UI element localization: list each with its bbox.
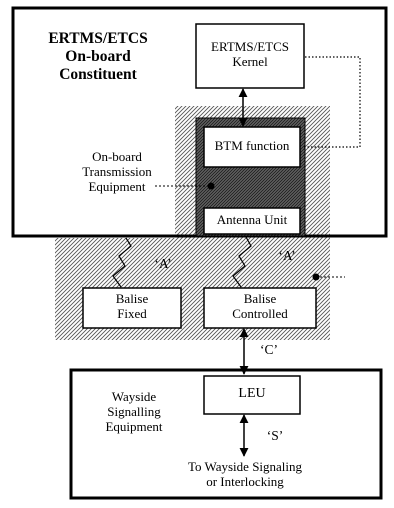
balise-fixed-line2: Fixed — [117, 305, 147, 321]
balise-fixed-label — [83, 292, 181, 322]
kernel-label-line2: Kernel — [232, 53, 268, 69]
wayside-label-line3: Equipment — [105, 418, 163, 434]
antenna-unit-label: Antenna Unit — [216, 212, 288, 227]
wayside-label — [84, 390, 184, 435]
leu-label: LEU — [238, 386, 266, 401]
balise-controlled-line2: Controlled — [232, 305, 288, 321]
kernel-label-line1: ERTMS/ETCS — [211, 39, 289, 54]
balise-controlled-line1: Balise — [243, 291, 277, 306]
interface-a-right: ‘A’ — [278, 248, 296, 263]
onboard-title — [33, 30, 163, 83]
balise-fixed-line1: Balise — [115, 291, 149, 306]
transmission-label-line1: On-board — [92, 149, 142, 164]
wayside-label-line1: Wayside — [111, 389, 157, 404]
to-wayside-line1: To Wayside Signaling — [187, 459, 303, 474]
onboard-title-line2: On-board — [65, 47, 131, 65]
balise-controlled-label — [204, 292, 316, 322]
transmission-label-line3: Equipment — [88, 178, 146, 194]
to-wayside-line2: or Interlocking — [206, 473, 284, 489]
transmission-label-line2: Transmission — [82, 163, 152, 179]
wayside-label-line2: Signalling — [107, 403, 161, 419]
to-wayside-label — [160, 460, 330, 490]
interface-s: ‘S’ — [266, 428, 284, 443]
onboard-title-line1: ERTMS/ETCS — [48, 30, 148, 47]
onboard-title-line3: Constituent — [59, 65, 137, 83]
btm-dot-marker — [208, 183, 215, 190]
interface-c: ‘C’ — [260, 342, 278, 357]
transmission-label — [62, 150, 172, 195]
btm-function-label: BTM function — [214, 138, 290, 153]
kernel-label — [196, 40, 304, 70]
interface-a-left: ‘A’ — [154, 256, 172, 271]
